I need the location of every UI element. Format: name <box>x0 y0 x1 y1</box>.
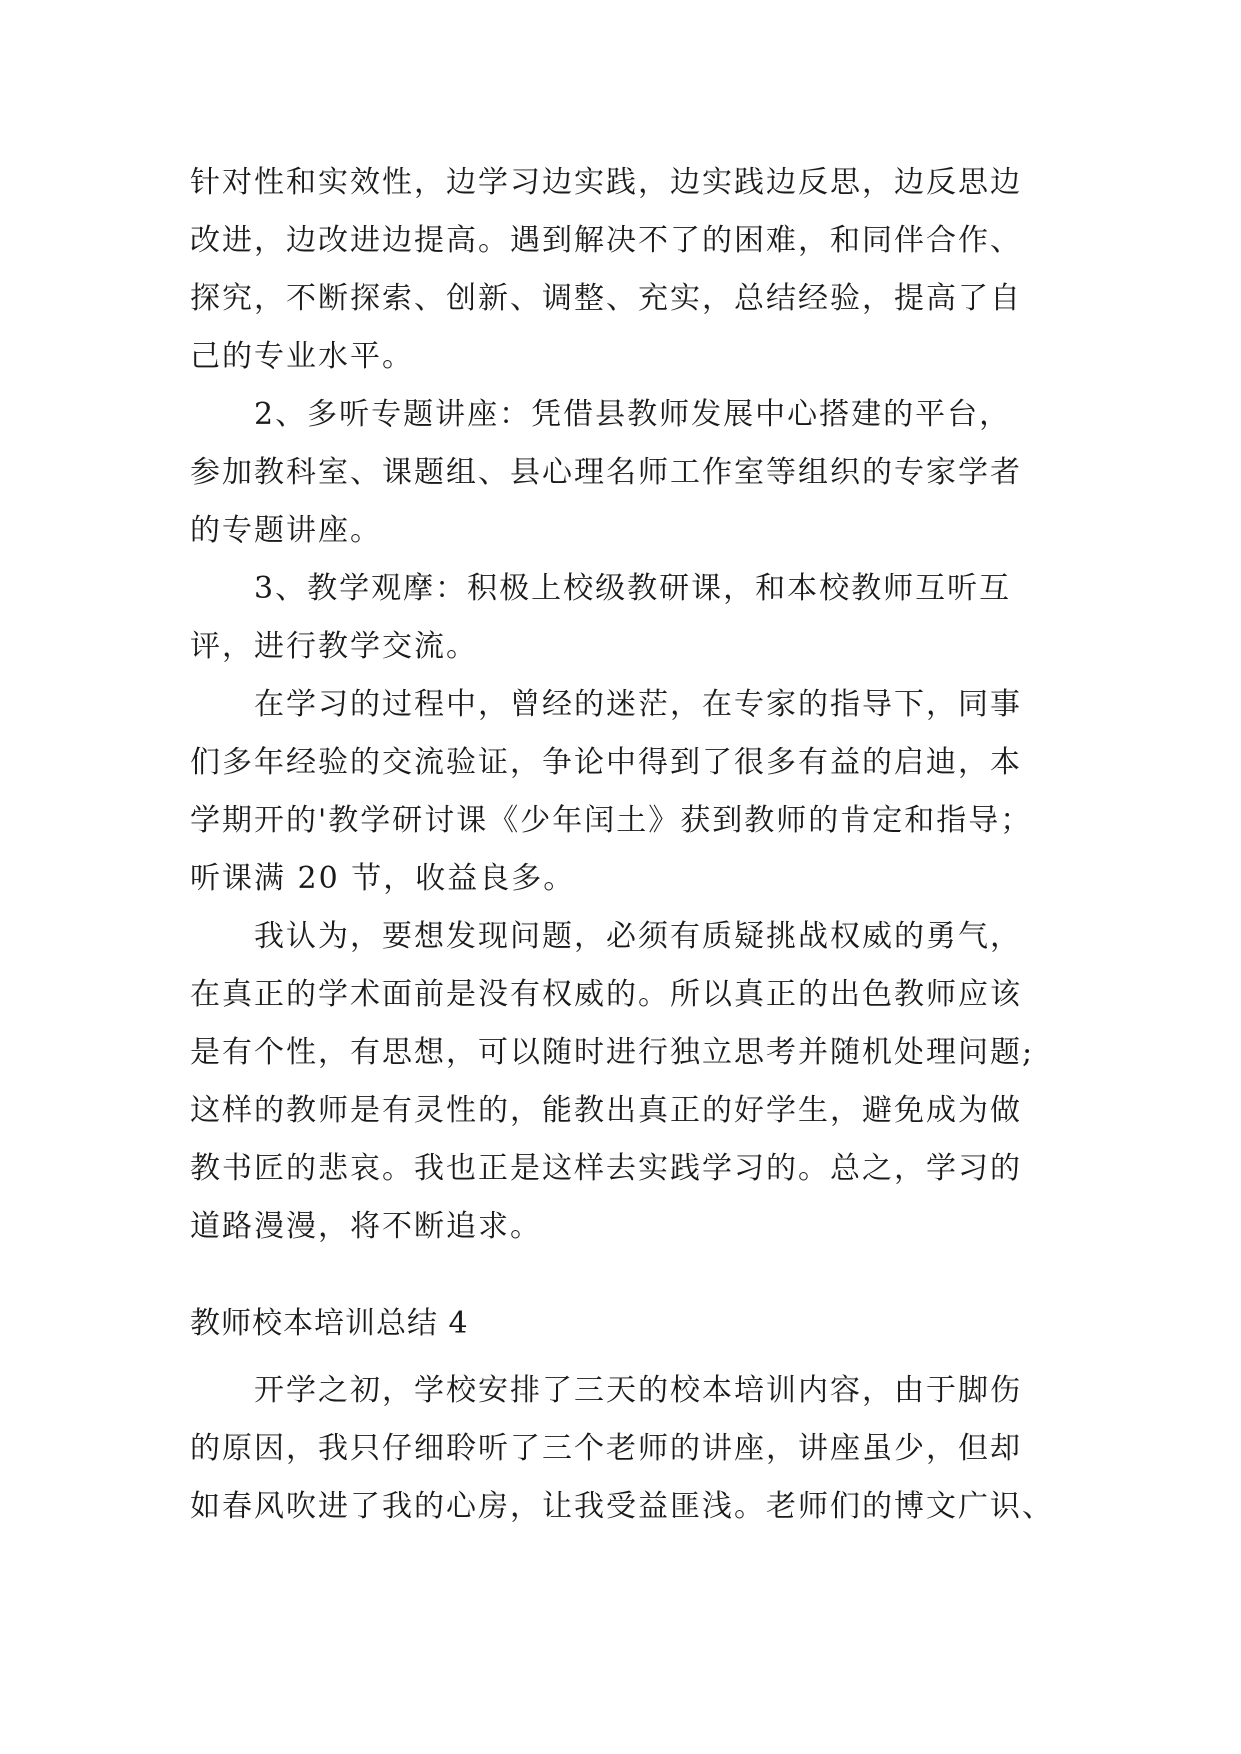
paragraph-line: 教书匠的悲哀。我也正是这样去实践学习的。总之，学习的 <box>190 1151 1022 1186</box>
paragraph-line: 如春风吹进了我的心房，让我受益匪浅。老师们的博文广识、 <box>190 1489 1054 1524</box>
paragraph-line: 的原因，我只仔细聆听了三个老师的讲座，讲座虽少，但却 <box>190 1431 1022 1466</box>
paragraph-line: 己的专业水平。 <box>190 339 414 374</box>
paragraph-line: 的专题讲座。 <box>190 513 382 548</box>
paragraph-line: 是有个性，有思想，可以随时进行独立思考并随机处理问题; <box>190 1035 1035 1070</box>
paragraph-line: 针对性和实效性，边学习边实践，边实践边反思，边反思边 <box>190 165 1022 200</box>
paragraph-line: 开学之初，学校安排了三天的校本培训内容，由于脚伤 <box>254 1373 1022 1408</box>
paragraph-line: 改进，边改进边提高。遇到解决不了的困难，和同伴合作、 <box>190 223 1022 258</box>
paragraph-line: 道路漫漫，将不断追求。 <box>190 1209 542 1244</box>
paragraph-line: 探究，不断探索、创新、调整、充实，总结经验，提高了自 <box>190 281 1022 316</box>
paragraph-line: 学期开的'教学研讨课《少年闰土》获到教师的肯定和指导； <box>190 803 1033 838</box>
section-heading: 教师校本培训总结 4 <box>190 1306 469 1341</box>
list-item-line: 3、教学观摩：积极上校级教研课，和本校教师互听互 <box>254 571 1012 606</box>
paragraph-line: 评，进行教学交流。 <box>190 629 478 664</box>
paragraph-line: 听课满 20 节，收益良多。 <box>190 861 576 896</box>
paragraph-line: 们多年经验的交流验证，争论中得到了很多有益的启迪，本 <box>190 745 1022 780</box>
paragraph-line: 这样的教师是有灵性的，能教出真正的好学生，避免成为做 <box>190 1093 1022 1128</box>
list-item-line: 2、多听专题讲座：凭借县教师发展中心搭建的平台， <box>254 397 1012 432</box>
paragraph-line: 在真正的学术面前是没有权威的。所以真正的出色教师应该 <box>190 977 1022 1012</box>
paragraph-line: 在学习的过程中，曾经的迷茫，在专家的指导下，同事 <box>254 687 1022 722</box>
paragraph-line: 我认为，要想发现问题，必须有质疑挑战权威的勇气， <box>254 919 1022 954</box>
paragraph-line: 参加教科室、课题组、县心理名师工作室等组织的专家学者 <box>190 455 1022 490</box>
